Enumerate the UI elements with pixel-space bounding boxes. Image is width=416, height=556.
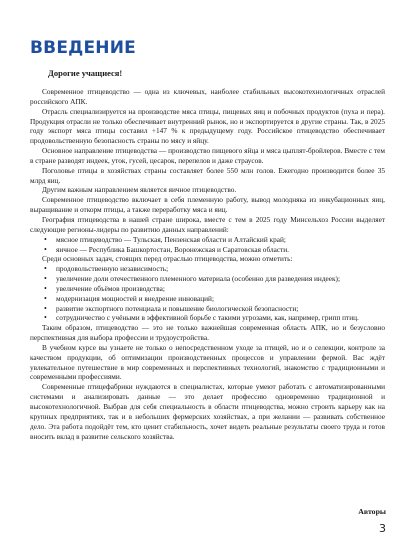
paragraph: География птицеводства в нашей стране широка, вместе с тем в 2025 году Минсельхоз России выделяет следующие регионы-лидеры по развитию данных направлений: <box>30 214 385 234</box>
greeting: Дорогие учащиеся! <box>48 68 123 78</box>
paragraph: Поголовье птицы в хозяйствах страны составляет более 550 млн голов. Ежегодно производится более 35 млрд яиц. <box>30 165 385 185</box>
list-item: • сотрудничество с учёными в эффективной борьбе с такими угрозами, как, например, грипп птиц. <box>30 313 385 323</box>
paragraph: Среди основных задач, стоящих перед отраслью птицеводства, можно отметить: <box>42 254 293 264</box>
body-text <box>30 87 385 441</box>
paragraph: Другим важным направлением является яичное птицеводство. <box>42 185 237 195</box>
list-item: • увеличение доли отечественного племенного материала (особенно для разведения индеек); <box>30 274 385 284</box>
list-item: • мясное птицеводство — Тульская, Пензенская области и Алтайский край; <box>30 235 385 245</box>
list-item: • развитие экспортного потенциала и повышение биологической безопасности; <box>30 304 385 314</box>
list-item: • увеличение объёмов производства; <box>30 284 385 294</box>
regions-list <box>30 235 385 255</box>
signature: Авторы <box>358 507 386 516</box>
paragraph: Современное птицеводство включает в себя племенную работу, вывод молодняка из инкубационных яиц, выращивание и откорм птицы, а также переработку мяса и яиц. <box>30 195 385 215</box>
paragraph: Отрасль специализируется на производстве мяса птицы, пищевых яиц и побочных продуктов (пуха и пера). Продукция отрасли не только обеспечивает внутренний рынок, но и экспортируется в другие страны. Так, в 2025 году экспорт мяса птицы составил +147 % к предыдущему году. Российское птицеводство обеспечивает продовольственную безопасность страны по мясу и яйцу. <box>30 106 385 146</box>
paragraph: Современные птицефабрики нуждаются в специалистах, которые умеют работать с автоматизированными системами и анализировать данные — это делает профессию одновременно традиционной и высокотехнологичной. Выбрав для себя специальность в области птицеводства, можно строить карьеру как на крупных предприятиях, так и в небольших фермерских хозяйствах, а при желании — развивать собственное дело. Эта работа подойдёт тем, кто ценит стабильность, хочет видеть реальные результаты своего труда и готов вносить вклад в развитие сельского хозяйства. <box>30 382 385 441</box>
page-title: ВВЕДЕНИЕ <box>30 38 136 58</box>
paragraph: Основное направление птицеводства — производство пищевого яйца и мяса цыплят-бройлеров. Вместе с тем в стране разводят индеек, уток, гусей, цесарок, перепелов и даже страусов. <box>30 146 385 165</box>
list-item: • модернизация мощностей и внедрение инноваций; <box>30 294 385 304</box>
paragraph: Современное птицеводство — одна из ключевых, наиболее стабильных высокотехнологичных отраслей российского АПК. <box>30 87 385 106</box>
tasks-list <box>30 264 385 323</box>
page-number: 3 <box>379 522 386 535</box>
paragraph: В учебном курсе вы узнаете не только о непосредственном уходе за птицей, но и о селекции, контроле за качеством продукции, об оптимизации производственных процессов и управлении фермой. Вас ждёт увлекательное путешествие в мир современных и перспективных технологий, знакомство с традиционными и современными профессиями. <box>30 342 385 382</box>
paragraph: Таким образом, птицеводство — это не только важнейшая современная область АПК, но и безусловно перспективная для выбора профессии и трудоустройства. <box>30 323 385 343</box>
list-item: • яичное — Республика Башкортостан, Воронежская и Саратовская области. <box>30 245 385 255</box>
list-item: • продовольственную независимость; <box>30 264 385 274</box>
